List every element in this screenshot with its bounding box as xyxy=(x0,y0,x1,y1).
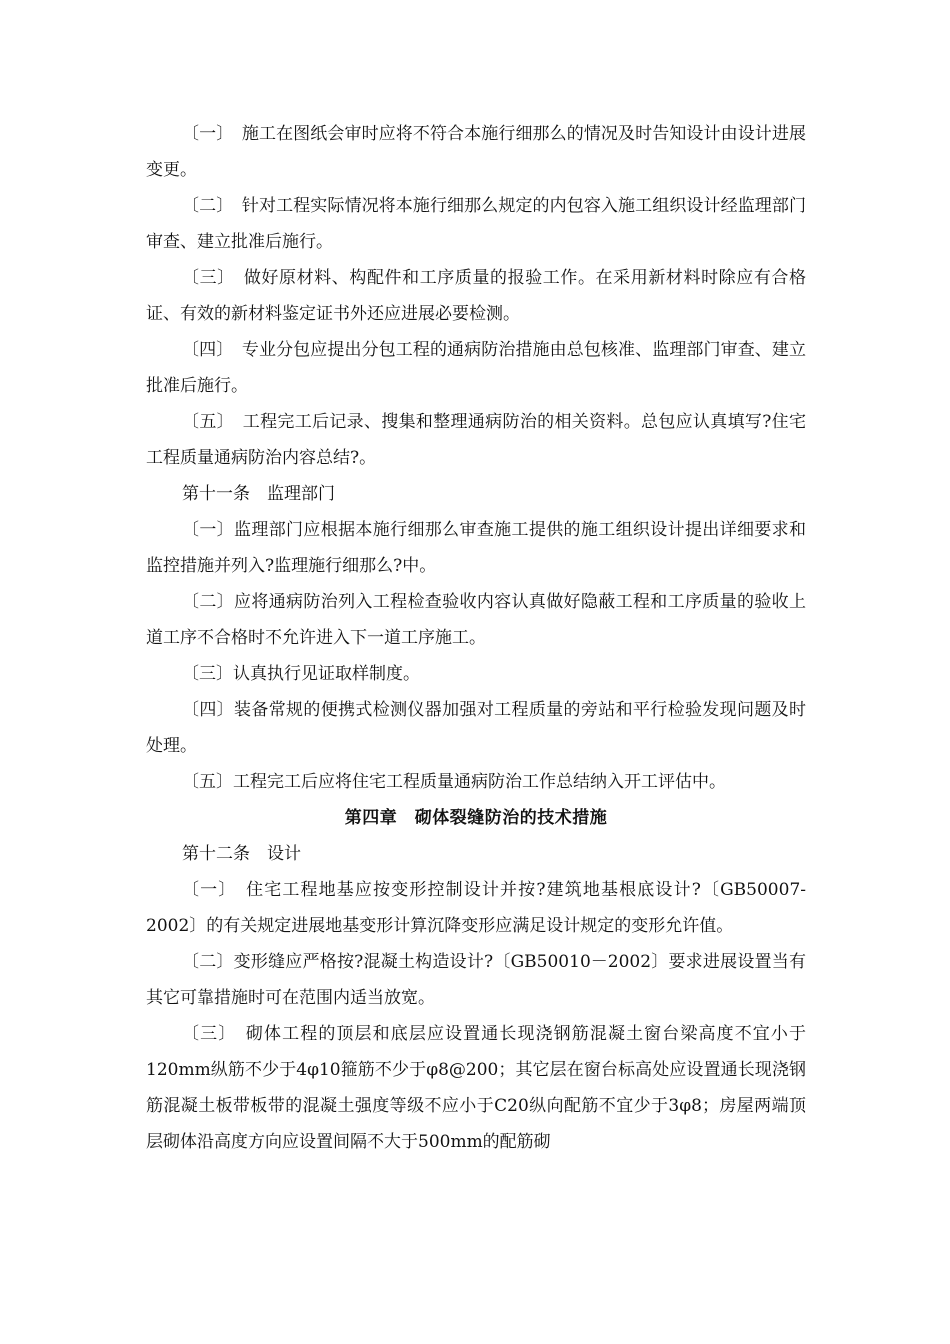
paragraph-item-5: 〔五〕 工程完工后记录、搜集和整理通病防治的相关资料。总包应认真填写?住宅工程质量通病防治内容总结?。 xyxy=(146,412,806,468)
document-page xyxy=(146,116,806,1160)
article-11-title: 第十一条 监理部门 xyxy=(182,484,335,504)
paragraph-item-4: 〔四〕 专业分包应提出分包工程的通病防治措施由总包核准、监理部门审查、建立批准后施行。 xyxy=(146,340,806,396)
article-11-item-1: 〔一〕监理部门应根据本施行细那么审查施工提供的施工组织设计提出详细要求和监控措施并列入?监理施行细那么?中。 xyxy=(146,520,806,576)
article-12-item-2: 〔二〕变形缝应严格按?混凝土构造设计?〔GB50010－2002〕要求进展设置当有其它可靠措施时可在范围内适当放宽。 xyxy=(146,952,806,1008)
article-11-item-2: 〔二〕应将通病防治列入工程检查验收内容认真做好隐蔽工程和工序质量的验收上道工序不合格时不允许进入下一道工序施工。 xyxy=(146,592,806,648)
article-12-item-3: 〔三〕 砌体工程的顶层和底层应设置通长现浇钢筋混凝土窗台梁高度不宜小于120mm纵筋不少于4φ10箍筋不少于φ8@200；其它层在窗台标高处应设置通长现浇钢筋混凝土板带板带的混凝土强度等级不应小于C20纵向配筋不宜少于3φ8；房屋两端顶层砌体沿高度方向应设置间隔不大于500mm的配筋砌 xyxy=(146,1024,806,1152)
article-11-item-4: 〔四〕装备常规的便携式检测仪器加强对工程质量的旁站和平行检验发现问题及时处理。 xyxy=(146,700,806,756)
article-12-item-1: 〔一〕 住宅工程地基应按变形控制设计并按?建筑地基根底设计?〔GB50007-2002〕的有关规定进展地基变形计算沉降变形应满足设计规定的变形允许值。 xyxy=(146,880,806,936)
chapter-heading: 第四章 砌体裂缝防治的技术措施 xyxy=(344,808,608,828)
article-11-item-3: 〔三〕认真执行见证取样制度。 xyxy=(182,664,420,684)
paragraph-item-1: 〔一〕 施工在图纸会审时应将不符合本施行细那么的情况及时告知设计由设计进展变更。 xyxy=(146,124,806,180)
article-11-item-5: 〔五〕工程完工后应将住宅工程质量通病防治工作总结纳入开工评估中。 xyxy=(182,772,726,792)
paragraph-item-2: 〔二〕 针对工程实际情况将本施行细那么规定的内包容入施工组织设计经监理部门审查、建立批准后施行。 xyxy=(146,196,806,252)
article-12-title: 第十二条 设计 xyxy=(182,844,301,864)
paragraph-item-3: 〔三〕 做好原材料、构配件和工序质量的报验工作。在采用新材料时除应有合格证、有效的新材料鉴定证书外还应进展必要检测。 xyxy=(146,268,806,324)
